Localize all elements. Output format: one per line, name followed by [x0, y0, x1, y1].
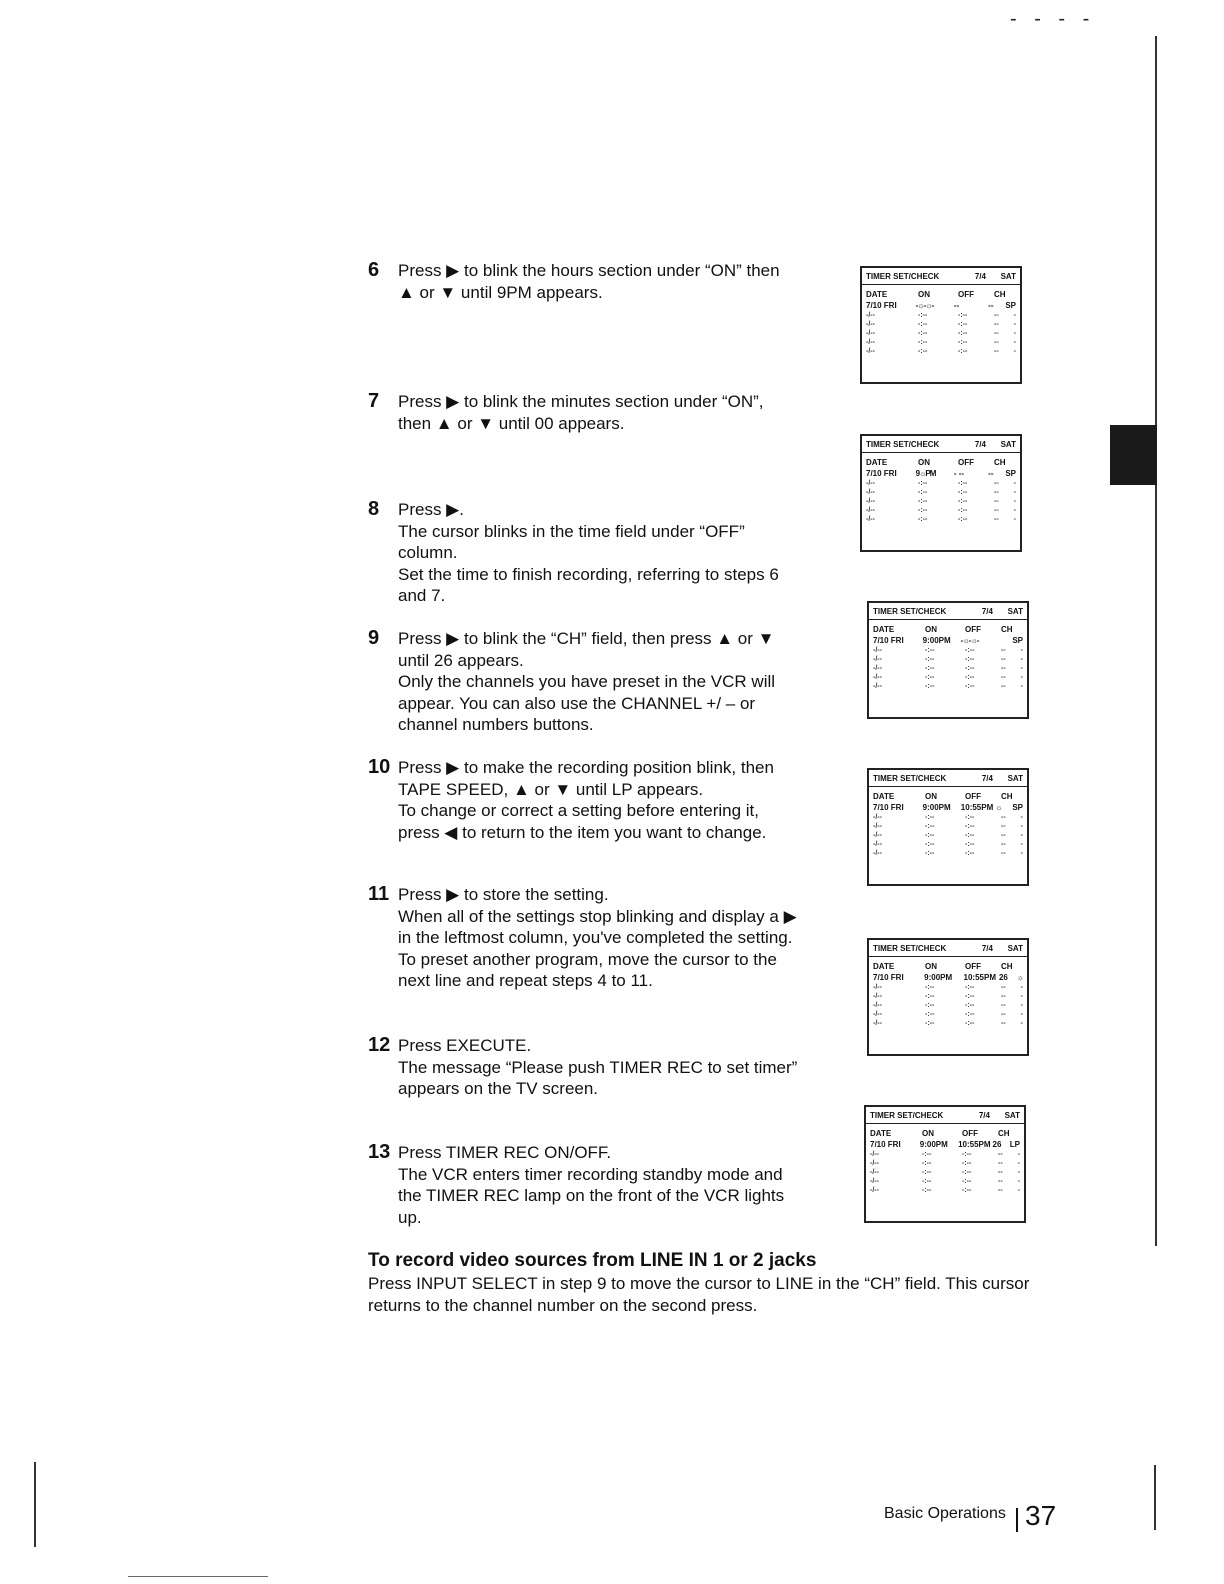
- col-on: ON: [925, 625, 937, 634]
- empty-date: -/--: [866, 339, 875, 346]
- empty-date: -/--: [873, 814, 882, 821]
- empty-ch: --: [1001, 674, 1006, 681]
- step-text: Press ▶ to blink the minutes section under “ON”, then ▲ or ▼ until 00 appears.: [398, 392, 764, 433]
- step-8: [368, 499, 798, 607]
- step-text: To change or correct a setting before entering it, press ◀ to return to the item you want to change.: [398, 801, 767, 842]
- timer-screen-step-7: [860, 434, 1022, 552]
- empty-speed: -: [1013, 516, 1016, 523]
- row-ch: --: [988, 469, 994, 478]
- col-on: ON: [918, 458, 930, 467]
- step-number: 6: [368, 259, 380, 281]
- left-margin-rule: [34, 1462, 36, 1547]
- col-off: OFF: [962, 1129, 978, 1138]
- timer-screen-step-13: [864, 1105, 1026, 1223]
- section-text: Press INPUT SELECT in step 9 to move the cursor to LINE in the “CH” field. This cursor returns to the channel number on the second press.: [368, 1274, 1030, 1315]
- empty-on: -:--: [918, 480, 928, 487]
- row-speed: SP: [1005, 301, 1016, 310]
- empty-on: -:--: [925, 814, 935, 821]
- empty-ch: --: [994, 507, 999, 514]
- empty-speed: -: [1020, 984, 1023, 991]
- right-margin-rule: [1155, 36, 1157, 1246]
- osd-today: 7/4: [974, 272, 986, 281]
- empty-off: -:--: [962, 1178, 972, 1185]
- empty-ch: --: [1001, 850, 1006, 857]
- empty-off: -:--: [965, 823, 975, 830]
- step-number: 10: [368, 756, 391, 778]
- row-date: 7/10 FRI: [873, 636, 904, 645]
- empty-off: -:--: [958, 348, 968, 355]
- row-speed: SP: [1012, 803, 1023, 812]
- osd-today: 7/4: [978, 1111, 990, 1120]
- empty-off: -:--: [958, 321, 968, 328]
- empty-ch: --: [1001, 683, 1006, 690]
- empty-ch: --: [994, 498, 999, 505]
- empty-date: -/--: [866, 516, 875, 523]
- osd-title: TIMER SET/CHECK: [873, 607, 947, 616]
- col-off: OFF: [965, 962, 981, 971]
- row-date: 7/10 FRI: [873, 803, 904, 812]
- row-ch: --: [988, 301, 994, 310]
- step-text: The cursor blinks in the time field under “OFF” column.: [398, 521, 745, 562]
- empty-off: -:--: [965, 993, 975, 1000]
- step-number: 9: [368, 627, 380, 649]
- empty-speed: -: [1013, 348, 1016, 355]
- row-speed: SP: [1012, 636, 1023, 645]
- empty-ch: --: [1001, 1020, 1006, 1027]
- empty-on: -:--: [925, 674, 935, 681]
- osd-today: 7/4: [974, 440, 986, 449]
- empty-date: -/--: [870, 1187, 879, 1194]
- step-number: 13: [368, 1141, 391, 1163]
- row-off: 10:55PM: [960, 803, 994, 812]
- empty-date: -/--: [870, 1160, 879, 1167]
- osd-weekday: SAT: [1004, 1111, 1020, 1120]
- empty-on: -:--: [925, 656, 935, 663]
- empty-ch: --: [994, 480, 999, 487]
- row-date: 7/10 FRI: [870, 1140, 901, 1149]
- empty-off: -:--: [962, 1160, 972, 1167]
- empty-ch: --: [998, 1151, 1003, 1158]
- col-ch: CH: [1001, 792, 1013, 801]
- empty-date: -/--: [873, 647, 882, 654]
- step-number: 11: [368, 883, 390, 905]
- right-bottom-rule: [1154, 1465, 1156, 1530]
- osd-title: TIMER SET/CHECK: [866, 440, 940, 449]
- row-date: 7/10 FRI: [873, 973, 904, 982]
- osd-today: 7/4: [981, 607, 993, 616]
- empty-speed: -: [1020, 1002, 1023, 1009]
- col-date: DATE: [873, 792, 895, 801]
- empty-date: -/--: [866, 321, 875, 328]
- empty-date: -/--: [873, 850, 882, 857]
- empty-off: -:--: [965, 850, 975, 857]
- osd-weekday: SAT: [1007, 774, 1023, 783]
- empty-off: -:--: [958, 516, 968, 523]
- empty-ch: --: [1001, 1011, 1006, 1018]
- empty-speed: -: [1017, 1169, 1020, 1176]
- col-ch: CH: [998, 1129, 1010, 1138]
- page-number: 37: [1025, 1500, 1057, 1531]
- empty-off: -:--: [965, 841, 975, 848]
- empty-date: -/--: [866, 480, 875, 487]
- empty-on: -:--: [922, 1178, 932, 1185]
- empty-on: -:--: [918, 330, 928, 337]
- row-ch: 26: [992, 1140, 1002, 1149]
- step-6: [368, 260, 798, 303]
- empty-date: -/--: [873, 1020, 882, 1027]
- empty-date: -/--: [866, 498, 875, 505]
- step-number: 7: [368, 390, 380, 412]
- empty-off: -:--: [962, 1187, 972, 1194]
- empty-off: -:--: [958, 330, 968, 337]
- empty-off: -:--: [965, 832, 975, 839]
- empty-speed: -: [1017, 1178, 1020, 1185]
- col-ch: CH: [994, 458, 1006, 467]
- osd-today: 7/4: [981, 944, 993, 953]
- osd-weekday: SAT: [1000, 440, 1016, 449]
- row-on: 9:00PM: [924, 973, 953, 982]
- osd-weekday: SAT: [1007, 944, 1023, 953]
- osd-title: TIMER SET/CHECK: [873, 774, 947, 783]
- empty-speed: -: [1020, 841, 1023, 848]
- empty-ch: --: [994, 348, 999, 355]
- row-on: -☼-☼-: [915, 301, 934, 310]
- timer-screen-step-9: [867, 768, 1029, 886]
- step-7: [368, 391, 798, 434]
- empty-ch: --: [1001, 1002, 1006, 1009]
- col-on: ON: [925, 962, 937, 971]
- col-date: DATE: [873, 625, 895, 634]
- footer-section-name: Basic Operations: [884, 1505, 1006, 1522]
- empty-on: -:--: [918, 348, 928, 355]
- empty-ch: --: [998, 1160, 1003, 1167]
- empty-ch: --: [994, 489, 999, 496]
- empty-date: -/--: [866, 312, 875, 319]
- step-text: Press TIMER REC ON/OFF.: [398, 1143, 612, 1162]
- footer-divider: [1016, 1508, 1018, 1532]
- step-text: Press ▶ to make the recording position blink, then TAPE SPEED, ▲ or ▼ until LP appears.: [398, 758, 774, 799]
- row-ch: [995, 635, 1012, 646]
- empty-on: -:--: [925, 823, 935, 830]
- step-11: [368, 884, 798, 992]
- empty-on: -:--: [918, 507, 928, 514]
- empty-speed: -: [1020, 665, 1023, 672]
- empty-ch: --: [994, 330, 999, 337]
- row-off: 10:55PM: [958, 1140, 991, 1149]
- empty-off: -:--: [965, 814, 975, 821]
- col-on: ON: [918, 290, 930, 299]
- row-speed: LP: [1009, 1140, 1021, 1149]
- empty-off: -:--: [958, 507, 968, 514]
- empty-speed: -: [1017, 1160, 1020, 1167]
- col-on: ON: [922, 1129, 934, 1138]
- empty-on: -:--: [925, 1002, 935, 1009]
- empty-on: -:--: [922, 1169, 932, 1176]
- step-text: The message “Please push TIMER REC to set timer” appears on the TV screen.: [398, 1057, 798, 1098]
- empty-speed: -: [1020, 1011, 1023, 1018]
- timer-screen-step-6: [860, 266, 1022, 384]
- empty-on: -:--: [925, 683, 935, 690]
- empty-ch: --: [994, 312, 999, 319]
- empty-on: -:--: [925, 993, 935, 1000]
- empty-on: -:--: [918, 321, 928, 328]
- empty-date: -/--: [873, 984, 882, 991]
- empty-on: -:--: [925, 984, 935, 991]
- empty-speed: -: [1020, 647, 1023, 654]
- empty-on: -:--: [922, 1187, 932, 1194]
- top-right-dashes: - - - -: [1010, 8, 1096, 30]
- empty-ch: --: [1001, 823, 1006, 830]
- empty-off: -:--: [965, 674, 975, 681]
- empty-speed: -: [1020, 814, 1023, 821]
- empty-speed: -: [1017, 1151, 1020, 1158]
- empty-ch: --: [1001, 656, 1006, 663]
- empty-date: -/--: [873, 656, 882, 663]
- osd-weekday: SAT: [1000, 272, 1016, 281]
- empty-ch: --: [1001, 647, 1006, 654]
- empty-off: -:--: [965, 984, 975, 991]
- empty-off: -:--: [962, 1151, 972, 1158]
- empty-off: -:--: [958, 480, 968, 487]
- empty-on: -:--: [925, 665, 935, 672]
- empty-date: -/--: [866, 348, 875, 355]
- empty-on: -:--: [918, 312, 928, 319]
- timer-screen-step-10: [867, 938, 1029, 1056]
- row-off: -☼-☼-: [960, 636, 979, 645]
- empty-speed: -: [1013, 321, 1016, 328]
- empty-speed: -: [1020, 674, 1023, 681]
- step-9: [368, 628, 798, 736]
- empty-date: -/--: [866, 507, 875, 514]
- empty-speed: -: [1013, 330, 1016, 337]
- empty-on: -:--: [918, 516, 928, 523]
- osd-title: TIMER SET/CHECK: [873, 944, 947, 953]
- col-ch: CH: [1001, 962, 1013, 971]
- empty-speed: -: [1013, 498, 1016, 505]
- col-date: DATE: [866, 458, 888, 467]
- timer-screen-step-8: [867, 601, 1029, 719]
- empty-speed: -: [1020, 832, 1023, 839]
- step-text: Press EXECUTE.: [398, 1036, 532, 1055]
- empty-ch: --: [1001, 832, 1006, 839]
- empty-date: -/--: [870, 1178, 879, 1185]
- empty-date: -/--: [873, 823, 882, 830]
- step-text: Only the channels you have preset in the VCR will appear. You can also use the CHANNEL +/ – or channel numbers buttons.: [398, 672, 776, 734]
- empty-off: -:--: [965, 1011, 975, 1018]
- empty-ch: --: [1001, 814, 1006, 821]
- empty-date: -/--: [873, 841, 882, 848]
- empty-speed: -: [1013, 489, 1016, 496]
- empty-off: -:--: [965, 665, 975, 672]
- empty-on: -:--: [918, 489, 928, 496]
- row-on: 9☼PM: [915, 469, 936, 478]
- step-text: Press ▶.: [398, 500, 464, 519]
- empty-off: -:--: [958, 339, 968, 346]
- empty-ch: --: [994, 339, 999, 346]
- col-date: DATE: [866, 290, 888, 299]
- step-text: The VCR enters timer recording standby mode and the TIMER REC lamp on the front of the VCR lights up.: [398, 1164, 785, 1227]
- row-date: 7/10 FRI: [866, 469, 897, 478]
- col-off: OFF: [958, 458, 974, 467]
- empty-on: -:--: [925, 832, 935, 839]
- osd-title: TIMER SET/CHECK: [866, 272, 940, 281]
- empty-date: -/--: [866, 330, 875, 337]
- empty-off: -:--: [965, 1002, 975, 1009]
- empty-speed: -: [1013, 339, 1016, 346]
- empty-ch: --: [998, 1187, 1003, 1194]
- empty-on: -:--: [922, 1160, 932, 1167]
- empty-off: -:--: [958, 498, 968, 505]
- row-speed: ☼: [1016, 973, 1024, 982]
- empty-on: -:--: [925, 841, 935, 848]
- step-13: [368, 1142, 798, 1228]
- row-off: --: [953, 301, 960, 310]
- empty-speed: -: [1020, 850, 1023, 857]
- empty-ch: --: [994, 321, 999, 328]
- step-text: Press ▶ to store the setting.: [398, 885, 609, 904]
- empty-speed: -: [1020, 993, 1023, 1000]
- empty-speed: -: [1020, 683, 1023, 690]
- empty-on: -:--: [925, 1020, 935, 1027]
- empty-date: -/--: [870, 1151, 879, 1158]
- empty-date: -/--: [873, 993, 882, 1000]
- empty-date: -/--: [873, 1002, 882, 1009]
- col-date: DATE: [873, 962, 895, 971]
- empty-speed: -: [1017, 1187, 1020, 1194]
- empty-on: -:--: [925, 647, 935, 654]
- step-text: Set the time to finish recording, referring to steps 6 and 7.: [398, 564, 779, 605]
- empty-ch: --: [998, 1169, 1003, 1176]
- empty-on: -:--: [922, 1151, 932, 1158]
- bottom-edge-line: [128, 1576, 268, 1577]
- step-text: Press ▶ to blink the hours section under “ON” then ▲ or ▼ until 9PM appears.: [398, 261, 780, 302]
- empty-speed: -: [1020, 656, 1023, 663]
- col-ch: CH: [994, 290, 1006, 299]
- col-off: OFF: [965, 792, 981, 801]
- row-on: 9:00PM: [922, 636, 951, 645]
- empty-on: -:--: [918, 339, 928, 346]
- step-text: To preset another program, move the cursor to the next line and repeat steps 4 to 11.: [398, 949, 777, 990]
- empty-off: -:--: [965, 1020, 975, 1027]
- empty-on: -:--: [918, 498, 928, 505]
- step-text: When all of the settings stop blinking and display a ▶ in the leftmost column, you've completed the setting.: [398, 906, 797, 947]
- step-number: 8: [368, 498, 380, 520]
- empty-off: -:--: [958, 312, 968, 319]
- empty-date: -/--: [873, 832, 882, 839]
- empty-ch: --: [998, 1178, 1003, 1185]
- step-text: Press ▶ to blink the “CH” field, then press ▲ or ▼ until 26 appears.: [398, 629, 775, 670]
- osd-weekday: SAT: [1007, 607, 1023, 616]
- empty-ch: --: [1001, 665, 1006, 672]
- row-on: 9:00PM: [922, 803, 951, 812]
- empty-off: -:--: [962, 1169, 972, 1176]
- step-number: 12: [368, 1034, 391, 1056]
- row-ch: 26: [998, 973, 1008, 982]
- empty-off: -:--: [965, 647, 975, 654]
- col-off: OFF: [958, 290, 974, 299]
- empty-off: -:--: [965, 656, 975, 663]
- empty-on: -:--: [925, 1011, 935, 1018]
- row-off: 10:55PM: [963, 973, 996, 982]
- empty-ch: --: [1001, 984, 1006, 991]
- osd-title: TIMER SET/CHECK: [870, 1111, 944, 1120]
- row-on: 9:00PM: [919, 1140, 948, 1149]
- row-speed: SP: [1005, 469, 1016, 478]
- row-off: - --: [953, 469, 965, 478]
- empty-speed: -: [1020, 823, 1023, 830]
- step-10: [368, 757, 798, 843]
- row-date: 7/10 FRI: [866, 301, 897, 310]
- empty-speed: -: [1020, 1020, 1023, 1027]
- col-ch: CH: [1001, 625, 1013, 634]
- empty-speed: -: [1013, 507, 1016, 514]
- empty-ch: --: [1001, 993, 1006, 1000]
- col-off: OFF: [965, 625, 981, 634]
- empty-off: -:--: [958, 489, 968, 496]
- empty-on: -:--: [925, 850, 935, 857]
- chapter-thumb-tab: [1110, 425, 1157, 485]
- osd-today: 7/4: [981, 774, 993, 783]
- empty-speed: -: [1013, 480, 1016, 487]
- section-heading: To record video sources from LINE IN 1 or 2 jacks: [368, 1250, 817, 1271]
- empty-date: -/--: [870, 1169, 879, 1176]
- empty-date: -/--: [873, 1011, 882, 1018]
- empty-ch: --: [1001, 841, 1006, 848]
- empty-speed: -: [1013, 312, 1016, 319]
- empty-off: -:--: [965, 683, 975, 690]
- col-on: ON: [925, 792, 937, 801]
- empty-ch: --: [994, 516, 999, 523]
- empty-date: -/--: [866, 489, 875, 496]
- empty-date: -/--: [873, 674, 882, 681]
- row-ch: ☼: [995, 803, 1002, 812]
- step-12: [368, 1035, 798, 1100]
- col-date: DATE: [870, 1129, 892, 1138]
- empty-date: -/--: [873, 683, 882, 690]
- empty-date: -/--: [873, 665, 882, 672]
